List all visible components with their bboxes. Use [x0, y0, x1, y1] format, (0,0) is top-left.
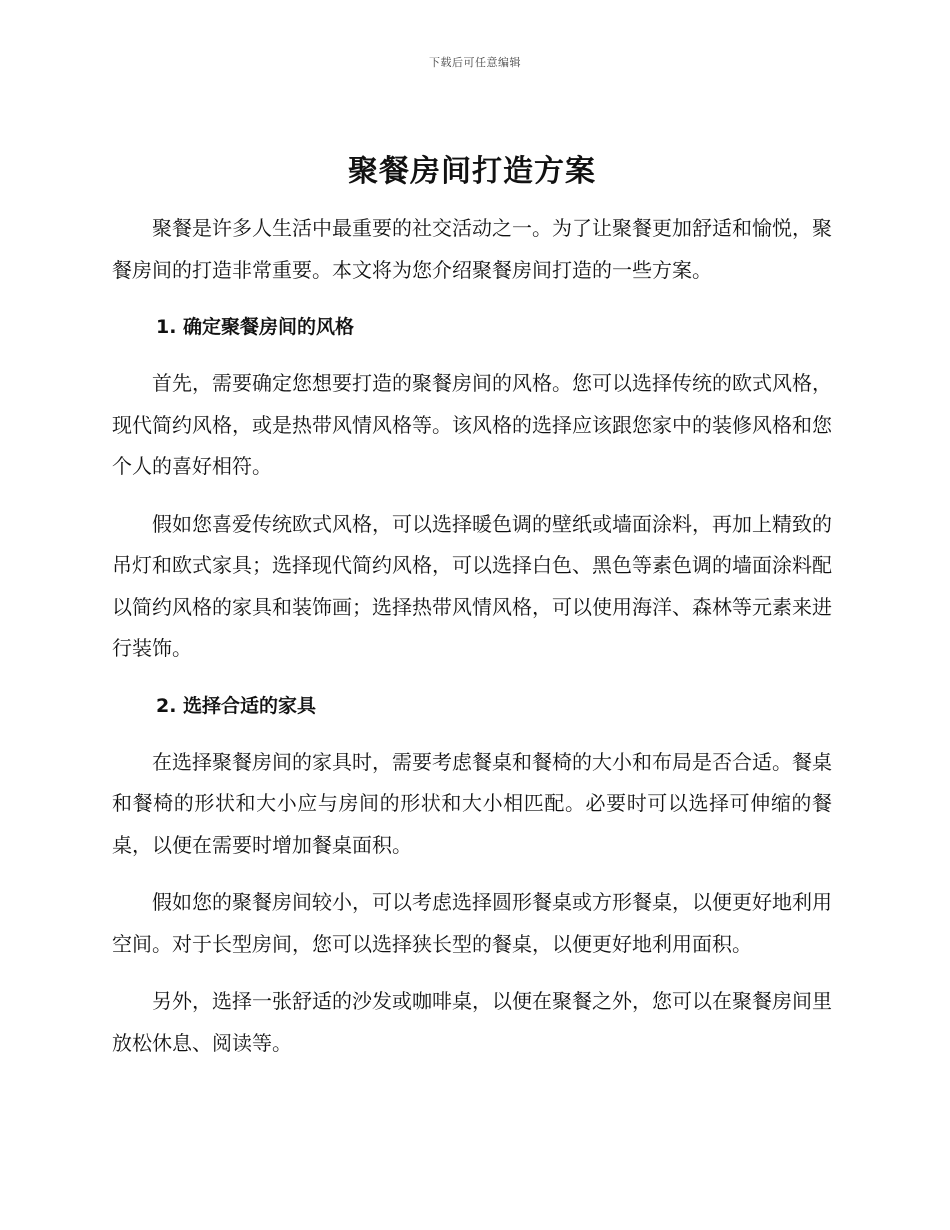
document-body	[112, 148, 832, 1080]
intro-paragraph: 聚餐是许多人生活中最重要的社交活动之一。为了让聚餐更加舒适和愉悦，聚餐房间的打造非常重要。本文将为您介绍聚餐房间打造的一些方案。	[112, 216, 832, 282]
section-heading-furniture: 2. 选择合适的家具	[156, 694, 317, 717]
section1-paragraph-1: 首先，需要确定您想要打造的聚餐房间的风格。您可以选择传统的欧式风格，现代简约风格，或是热带风情风格等。该风格的选择应该跟您家中的装修风格和您个人的喜好相符。	[112, 371, 832, 478]
section1-paragraph-2: 假如您喜爱传统欧式风格，可以选择暖色调的壁纸或墙面涂料，再加上精致的吊灯和欧式家具；选择现代简约风格，可以选择白色、黑色等素色调的墙面涂料配以简约风格的家具和装饰画；选择热带风情风格，可以使用海洋、森林等元素来进行装饰。	[112, 511, 832, 660]
header-note: 下载后可任意编辑	[429, 56, 521, 69]
section2-paragraph-2: 假如您的聚餐房间较小，可以考虑选择圆形餐桌或方形餐桌，以便更好地利用空间。对于长型房间，您可以选择狭长型的餐桌，以便更好地利用面积。	[112, 890, 832, 956]
document-title: 聚餐房间打造方案	[348, 154, 596, 189]
section-heading-style: 1. 确定聚餐房间的风格	[156, 316, 355, 338]
section2-paragraph-3: 另外，选择一张舒适的沙发或咖啡桌，以便在聚餐之外，您可以在聚餐房间里放松休息、阅读等。	[112, 989, 832, 1055]
section2-paragraph-1: 在选择聚餐房间的家具时，需要考虑餐桌和餐椅的大小和布局是否合适。餐桌和餐椅的形状和大小应与房间的形状和大小相匹配。必要时可以选择可伸缩的餐桌，以便在需要时增加餐桌面积。	[112, 749, 832, 857]
